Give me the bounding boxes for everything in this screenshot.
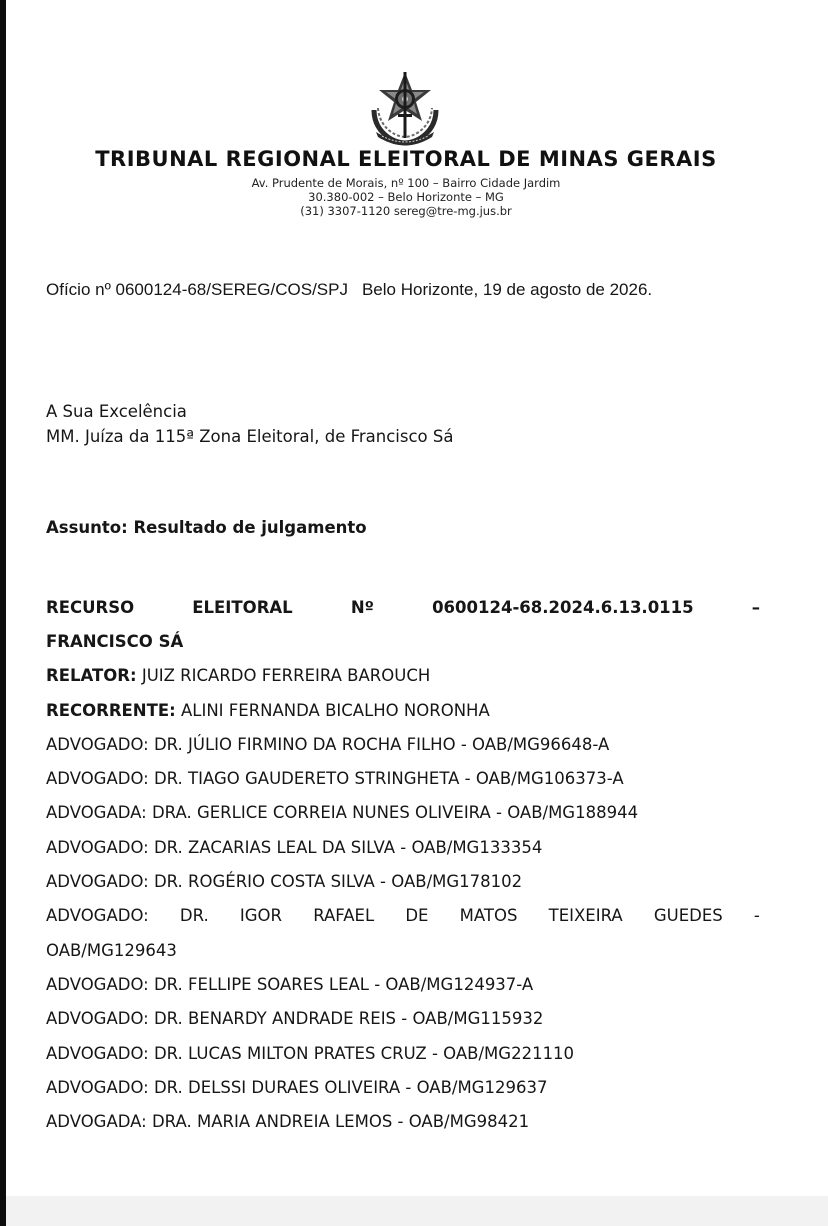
lawyer-word: MATOS: [459, 906, 518, 925]
case-title-line-1: [46, 597, 760, 619]
lawyer-word: RAFAEL: [313, 906, 375, 925]
case-dash: –: [751, 598, 760, 617]
recorrente-label: RECORRENTE:: [46, 701, 176, 720]
oficio-place-date: Belo Horizonte, 19 de agosto de 2026.: [361, 280, 653, 299]
lawyer-line-continued: OAB/MG129643: [46, 941, 177, 960]
relator-value: JUIZ RICARDO FERREIRA BAROUCH: [136, 666, 431, 685]
case-word: RECURSO: [46, 598, 135, 617]
lawyer-line: ADVOGADO: DR. ZACARIAS LEAL DA SILVA - OAB/MG133354: [46, 838, 543, 857]
subject-line: Assunto: Resultado de julgamento: [46, 518, 367, 537]
recorrente-value: ALINI FERNANDA BICALHO NORONHA: [175, 701, 490, 720]
lawyer-word: GUEDES: [653, 906, 723, 925]
lawyer-line: ADVOGADO: DR. LUCAS MILTON PRATES CRUZ - OAB/MG221110: [46, 1044, 575, 1063]
lawyer-line: ADVOGADA: DRA. MARIA ANDREIA LEMOS - OAB/MG98421: [46, 1112, 530, 1131]
lawyer-line: ADVOGADO: DR. FELLIPE SOARES LEAL - OAB/MG124937-A: [46, 975, 534, 994]
lawyer-line: ADVOGADO: DR. TIAGO GAUDERETO STRINGHETA - OAB/MG106373-A: [46, 769, 624, 788]
lawyer-word: TEIXEIRA: [548, 906, 623, 925]
lawyer-word: DR.: [179, 906, 209, 925]
addressee-line-2: MM. Juíza da 115ª Zona Eleitoral, de Francisco Sá: [46, 427, 454, 446]
relator-line: [46, 665, 760, 687]
address-line-contact: (31) 3307-1120 sereg@tre-mg.jus.br: [300, 204, 512, 218]
lawyer-line-wrapped: [46, 905, 760, 927]
recorrente-line: [46, 700, 760, 722]
lawyer-line: ADVOGADO: DR. JÚLIO FIRMINO DA ROCHA FILHO - OAB/MG96648-A: [46, 735, 610, 754]
lawyer-word: IGOR: [239, 906, 283, 925]
oficio-line: [46, 279, 760, 301]
lawyer-word: DE: [405, 906, 429, 925]
lawyer-line: ADVOGADO: DR. BENARDY ANDRADE REIS - OAB/MG115932: [46, 1009, 544, 1028]
case-title-line-2: FRANCISCO SÁ: [46, 632, 184, 651]
lawyer-line: ADVOGADO: DR. ROGÉRIO COSTA SILVA - OAB/MG178102: [46, 872, 523, 891]
case-number: 0600124-68.2024.6.13.0115: [432, 598, 694, 617]
relator-label: RELATOR:: [46, 666, 137, 685]
case-word: ELEITORAL: [192, 598, 293, 617]
lawyer-line: ADVOGADA: DRA. GERLICE CORREIA NUNES OLIVEIRA - OAB/MG188944: [46, 803, 639, 822]
brazil-coat-of-arms-icon: [366, 70, 444, 146]
oficio-number: Ofício nº 0600124-68/SEREG/COS/SPJ: [46, 280, 348, 299]
lawyer-word: ADVOGADO:: [46, 906, 149, 925]
court-name-heading: TRIBUNAL REGIONAL ELEITORAL DE MINAS GERAIS: [95, 147, 717, 171]
page-bottom-margin: [6, 1196, 828, 1226]
address-line-city: 30.380-002 – Belo Horizonte – MG: [308, 190, 504, 204]
lawyer-line: ADVOGADO: DR. DELSSI DURAES OLIVEIRA - OAB/MG129637: [46, 1078, 548, 1097]
lawyer-word: -: [753, 906, 760, 925]
address-line-street: Av. Prudente de Morais, nº 100 – Bairro Cidade Jardim: [251, 176, 561, 190]
case-word: Nº: [350, 598, 374, 617]
document-page: [6, 0, 828, 1196]
addressee-line-1: A Sua Excelência: [46, 402, 187, 421]
